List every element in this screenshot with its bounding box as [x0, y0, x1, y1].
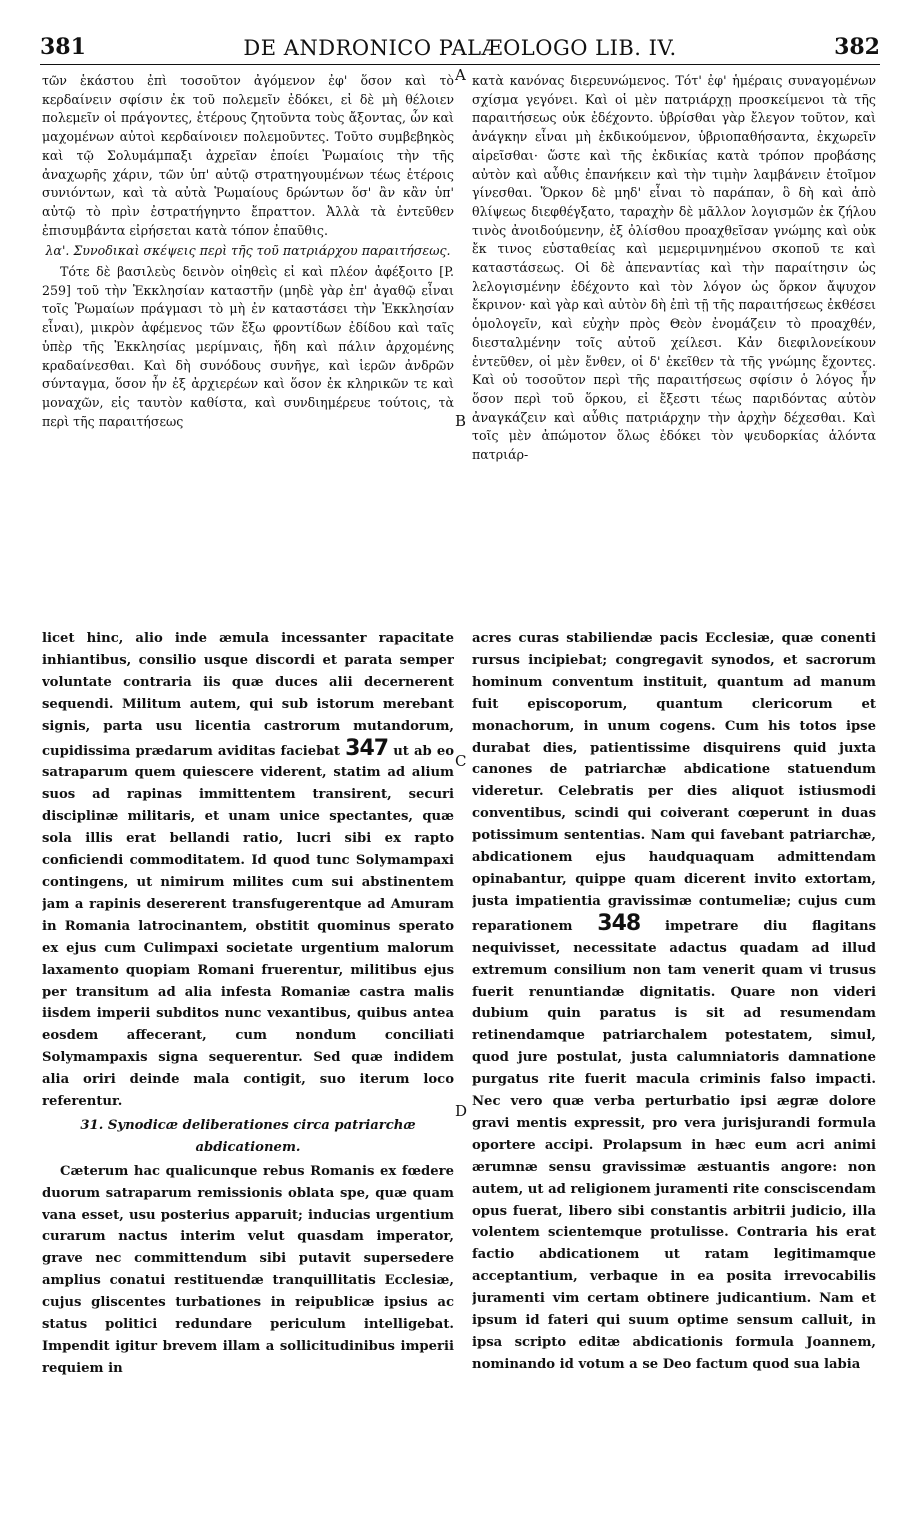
latin-right-paragraph — [472, 628, 876, 1376]
greek-right-paragraph: κατὰ κανόνας διερευνώμενος. Τότ' ἐφ' ἡμέραις συναγομένων σχίσμα γεγόνει. Καὶ οἱ μὲν πατριάρχῃ προσκείμενοι τὰ τῆς παραιτήσεως οὐκ ἐδέχοντο. ὑβρίσθαι γὰρ ἔλεγον τοῦτον, καὶ ἀνάγκην εἶναι μὴ ἐκδικούμενον, ὑβριοπαθήσαντα, ἐκχωρεῖν αἱρεῖσθαι· ὥστε καὶ τῆς ἐκδικίας κατὰ τρόπον προβάσης αὐτὸν καὶ αὖθις ἐπανήκειν καὶ τὴν τιμὴν λαμβάνειν ἑτοῖμον γίνεσθαι. Ὅρκον δὲ μηδ' εἶναι τὸ παράπαν, ὃ δὴ καὶ ἀπὸ θλίψεως διεφθέγξατο, ταραχὴν δὲ μᾶλλον λογισμῶν ἐκ ζήλου τινὸς ἀνοιδούμενην, ἐξ ὀλίσθου προαχθεῖσαν γνώμης καὶ οὐκ ἔκ τινος εὐσταθείας καὶ μεμεριμνημένου σκοποῦ τε καὶ καταστάσεως. Οἱ δὲ ἀπεναντίας καὶ τὴν παραίτησιν ὡς λελογισμένην ἐδέχοντο καὶ τὸν λόγον ὡς ὅρκον ἄψυχον ἔκρινον· καὶ γὰρ καὶ αὐτὸν δὴ ἐπὶ τῇ τῆς παραιτήσεως ἐκθέσει ὁμολογεῖν, καὶ εὐχὴν πρὸς Θεὸν ἐνομάζειν τὸ προαχθέν, διεσταλμένην τοῖς αὐτοῦ χείλεσι. Κἀν διεφιλονείκουν ἐντεῦθεν, οἱ μὲν ἔνθεν, οἱ δ' ἐκεῖθεν τὰ τῆς γνώμης ἔχοντες. Καὶ οὐ τοσοῦτον περὶ τῆς παραιτήσεως σφίσιν ὁ λόγος ἦν ὅσον περὶ τοῦ ὅρκου, εἰ ἔξεστι τέως παριδόντας αὐτὸν ἀναγκάζειν καὶ αὖθις πατριάρχην τὴν ἀρχὴν δέχεσθαι. Καὶ τοῖς μὲν ἀπώμοτον ὅλως ἐδόκει τὸν ψευδορκίας ἁλόντα πατριάρ- — [472, 73, 876, 463]
latin-right-text-a: acres curas stabiliendæ pacis Ecclesiæ, quæ conenti rursus incipiebat; congregavit synodos, et sacrorum hominum conventum instituit, quantum ad manum fuit episcoporum, quantum clericorum et monachorum, in unum cogens. Cum his totos ipse durabat dies, patientissime disquirens quid juxta canones de patriarchæ abdicatione statuendum videretur. Celebratis per dies aliquot istiusmodi conventibus, scindi qui coiverant cœperunt in duas potissimum sententias. Nam qui favebant patriarchæ, abdicationem ejus haudquaquam admittendam opinabantur, quippe quam dicerent invito extortam, justa impatientia gravissimæ contumeliæ; cujus cum reparationem — [472, 631, 876, 934]
greek-section-heading: λα'. Συνοδικαὶ σκέψεις περὶ τῆς τοῦ πατριάρχου παραιτήσεως. — [45, 243, 451, 259]
greek-column-left — [42, 72, 454, 607]
latin-section-heading: 31. Synodicæ deliberationes circa patriarchæ abdicationem. — [80, 1117, 416, 1155]
column-number-right: 348 — [597, 910, 641, 936]
latin-column-right — [472, 628, 876, 1470]
latin-left-paragraph — [42, 628, 454, 1113]
latin-column-left — [42, 628, 454, 1470]
latin-left-text-b: ut ab eo satraparum quem quiescere viderent, statim ad alium suos ad rapinas immittentem transirent, securi disciplinæ militaris, et unam unice spectantes, quæ sola illis erat bellandi ratio, lucri sibi ex rapto conficiendi commoditatem. Id quod tunc Solymampaxi contingens, ut nimirum milites cum sui abstinentem jam a rapinis desererent transfugerentque ad Amuram in Romania latrocinantem, obstitit quominus sperato ex ejus cum Culimpaxi societate urgentium malorum laxamento quopiam Romani fruerentur, militibus ejus per transitum ad alia infesta Romaniæ castra malis iisdem imperii subditos nunc vexantibus, quibus antea eosdem affecerant, cum nondum conciliati Solymampaxis signa sequerentur. Sed quæ indidem alia oriri deinde mala contigit, suo iterum loco referentur. — [42, 743, 454, 1110]
margin-letter-a: A — [455, 66, 466, 84]
page-number-right: 382 — [834, 34, 880, 60]
greek-left-paragraph: τῶν ἑκάστου ἐπὶ τοσοῦτον ἀγόμενον ἐφ' ὅσον καὶ τὸ κερδαίνειν σφίσιν ἐκ τοῦ πολεμεῖν ἐδόκει, εἰ δὲ μὴ θέλοιεν πολεμεῖν οἱ πράγοντες, ἑτέρους ζητοῦντα τοὺς ἄξοντας, ὧν καὶ μαχομένων αὐτοὶ κερδαίνοιεν πολεμοῦντες. Τοῦτο συμβεβηκὸς καὶ τῷ Σολυμάμπαξι ἀχρεῖαν ἐποίει Ῥωμαίοις τὴν τῆς ἀναχωρῆς χάριν, τῶν ὑπ' αὐτῷ στρατηγουμένων τέως ἑτέροις συνιόντων, καὶ τὰ αὐτὰ Ῥωμαίους δρώντων ὅσ' ἂν κἂν ὑπ' αὐτῷ τὸ πρὶν ἐστρατήγηντο ἔπραττον. Ἀλλὰ τὰ ἐντεῦθεν ἐπισυμβάντα εἰρήσεται κατὰ τόπον ἐπαῦθις. — [42, 73, 454, 238]
latin-right-text-b: impetrare diu flagitans nequivisset, necessitate adactus quadam ad illud extremum consilium non tam venerit quam vi trusus fuerit renuntiandæ dignitatis. Quare non videri dubium quin paratus is sit ad resumendam retinendamque patriarchalem potestatem, simul, quod jure postulat, justa calumniatoris damnatione purgatus rite fuerit macula criminis falso impacti. Nec vero quæ verba perturbatio ipsi ægræ dolore gravi mentis expressit, pro vera jurisjurandi formula oportere accipi. Prolapsum in hæc eum acri animi ærumnæ sensu gravissimæ æstuantis angore: non autem, ut ad religionem juramenti rite consciscendam opus fuerat, libero sibi constantis arbitrii judicio, illa volentem scientemque protulisse. Contraria his erat factio abdicationem ut ratam legitimamque acceptantium, verbaque in ea posita irrevocabilis juramenti vim certam obtinere judicantium. Nam et ipsum id fateri qui suum optime sensum calluit, in ipsa scripto editæ abdicationis formula Joannem, nominando id votum a se Deo factum quod sua labia — [472, 918, 876, 1372]
column-number-left: 347 — [345, 735, 389, 761]
running-header — [40, 34, 880, 65]
latin-left-paragraph-2: Cæterum hac qualicunque rebus Romanis ex fœdere duorum satraparum remissionis oblata spe, quæ quam vana esset, usu posterius apparuit; inducias urgentium curarum nactus interim velut quasdam imperator, grave nec committendum sibi putavit supersedere amplius conatui restituendæ tranquillitatis Ecclesiæ, cujus gliscentes turbationes in reipublicæ ipsius ac status politici redundare periculum intelligebat. Impendit igitur brevem illam a sollicitudinibus imperii requiem in — [42, 1163, 454, 1376]
margin-letter-b: B — [455, 412, 467, 430]
greek-left-paragraph-2: Τότε δὲ βασιλεὺς δεινὸν οἰηθεὶς εἰ καὶ πλέον ἀφέξοιτο [P. 259] τοῦ τὴν Ἐκκλησίαν καταστῆν (μηδὲ γὰρ ἐπ' ἀγαθῷ εἶναι τοῖς Ῥωμαίων πράγμασι τὸ μὴ ἐν καταστάσει τὴν Ἐκκλησίαν εἶναι), μικρὸν ἀφέμενος τῶν ἔξω φροντίδων ἐδίδου καὶ ταῖς ὑπὲρ τῆς Ἐκκλησίας μερίμναις, ἤδη καὶ πάλιν ἀρχομένης κραδαίνεσθαι. Καὶ δὴ συνόδους συνῆγε, καὶ ἱερῶν ἀνδρῶν σύνταγμα, ὅσον ἦν ἐξ ἀρχιερέων καὶ ὅσον ἐκ κληρικῶν τε καὶ μοναχῶν, εἰς ταυτὸν καθίστα, καὶ συνδιημέρευε τούτοις, τὰ περὶ τῆς παραιτήσεως — [42, 264, 454, 429]
page-number-left: 381 — [40, 34, 86, 60]
margin-letter-d: D — [455, 1102, 468, 1120]
latin-left-text-a: licet hinc, alio inde æmula incessanter rapacitate inhiantibus, consilio usque discordi et parata semper voluntate contraria iis quæ duces alii decernerent sequendi. Militum autem, qui sub istorum merebant signis, parta usu licentia castrorum mutandorum, cupidissima prædarum aviditas faciebat — [42, 631, 454, 759]
running-title: DE ANDRONICO PALÆOLOGO LIB. IV. — [243, 36, 677, 60]
margin-letter-c: C — [455, 752, 467, 770]
greek-column-right — [472, 72, 876, 607]
